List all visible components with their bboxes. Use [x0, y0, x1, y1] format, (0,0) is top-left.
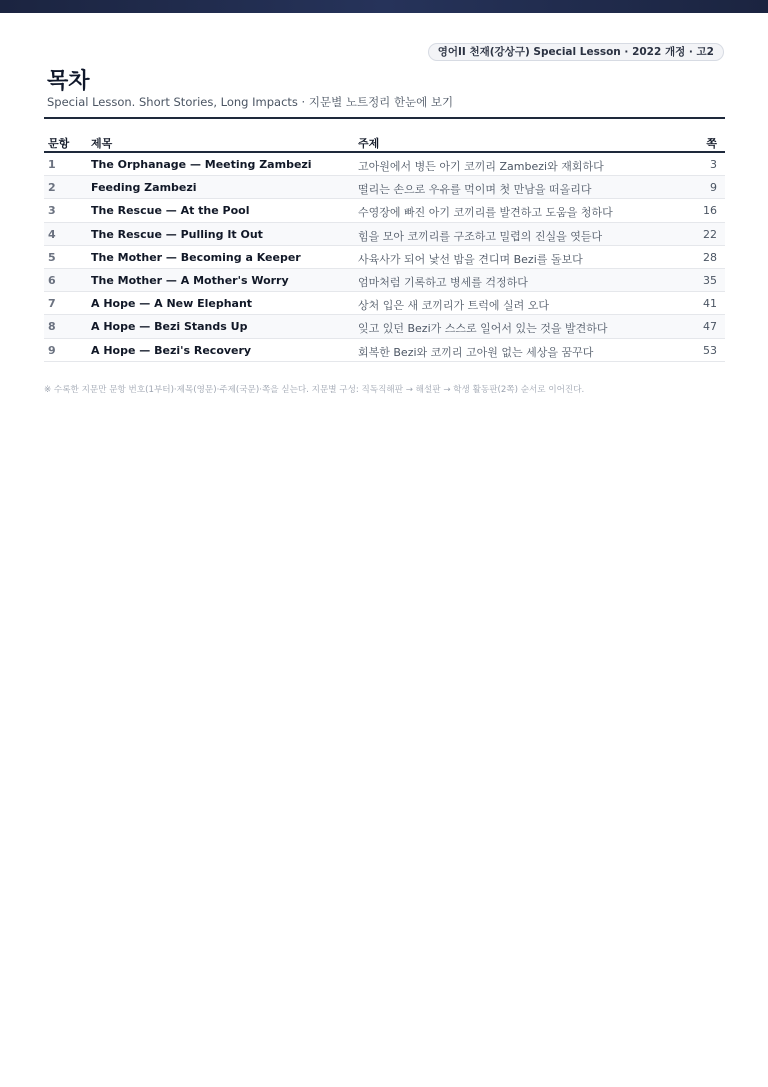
toc-body [44, 153, 725, 362]
row-title: The Mother — A Mother's Worry [91, 273, 289, 287]
header-page: 쪽 [706, 137, 717, 150]
row-num: 9 [48, 343, 56, 357]
row-title: The Orphanage — Meeting Zambezi [91, 158, 312, 171]
row-num: 7 [48, 297, 56, 311]
table-row[interactable] [44, 246, 725, 269]
title-divider [44, 117, 725, 119]
row-topic: 사육사가 되어 낯선 밤을 견디며 Bezi를 돌보다 [358, 252, 583, 266]
row-page: 35 [703, 273, 717, 287]
header-title: 제목 [91, 137, 113, 150]
table-row[interactable] [44, 153, 725, 176]
row-page: 41 [703, 297, 717, 311]
table-row[interactable] [44, 176, 725, 199]
row-num: 4 [48, 227, 56, 241]
row-title: A Hope — Bezi Stands Up [91, 320, 248, 334]
row-title: Feeding Zambezi [91, 181, 197, 195]
row-num: 5 [48, 250, 56, 264]
row-topic: 떨리는 손으로 우유를 먹이며 첫 만남을 떠올리다 [358, 183, 592, 197]
table-row[interactable] [44, 292, 725, 315]
table-row[interactable] [44, 269, 725, 292]
row-num: 6 [48, 273, 56, 287]
row-topic: 엄마처럼 기록하고 병세를 걱정하다 [358, 275, 528, 289]
row-num: 3 [48, 204, 56, 218]
row-page: 53 [703, 343, 717, 357]
row-page: 47 [703, 320, 717, 334]
course-badge: 영어II 천재(강상구) Special Lesson · 2022 개정 · 고2 [428, 43, 724, 61]
row-title: The Rescue — Pulling It Out [91, 227, 263, 241]
top-banner [0, 0, 768, 13]
table-row[interactable] [44, 315, 725, 338]
row-title: A Hope — A New Elephant [91, 297, 253, 311]
toc-table [44, 129, 725, 362]
row-topic: 잊고 있던 Bezi가 스스로 일어서 있는 것을 발견하다 [358, 322, 608, 336]
page-subtitle: Special Lesson. Short Stories, Long Impacts · 지문별 노트정리 한눈에 보기 [47, 95, 454, 109]
row-topic: 회복한 Bezi와 코끼리 고아원 없는 세상을 꿈꾸다 [358, 345, 594, 359]
toc-header-row [44, 129, 725, 153]
page-title: 목차 [47, 69, 90, 94]
row-topic: 힘을 모아 코끼리를 구조하고 밀렵의 진실을 엿듣다 [358, 229, 603, 243]
header-num: 문항 [48, 137, 70, 150]
table-row[interactable] [44, 339, 725, 362]
row-page: 3 [710, 158, 717, 171]
footnote: ※ 수록한 지문만 문항 번호(1부터)·제목(영문)·주제(국문)·쪽을 싣는다. 지문별 구성: 직독직해판 → 해설판 → 학생 활동판(2쪽) 순서로 이어진다. [44, 385, 585, 395]
table-row[interactable] [44, 223, 725, 246]
row-topic: 상처 입은 새 코끼리가 트럭에 실려 오다 [358, 299, 549, 313]
row-page: 9 [710, 181, 717, 195]
row-title: The Rescue — At the Pool [91, 204, 250, 218]
row-topic: 수영장에 빠진 아기 코끼리를 발견하고 도움을 청하다 [358, 206, 613, 220]
row-page: 16 [703, 204, 717, 218]
row-title: A Hope — Bezi's Recovery [91, 343, 252, 357]
row-num: 8 [48, 320, 56, 334]
row-page: 22 [703, 227, 717, 241]
header-topic: 주제 [358, 137, 380, 150]
row-num: 1 [48, 158, 56, 171]
row-num: 2 [48, 181, 56, 195]
row-title: The Mother — Becoming a Keeper [91, 250, 301, 264]
table-row[interactable] [44, 199, 725, 222]
row-page: 28 [703, 250, 717, 264]
row-topic: 고아원에서 병든 아기 코끼리 Zambezi와 재회하다 [358, 160, 604, 173]
